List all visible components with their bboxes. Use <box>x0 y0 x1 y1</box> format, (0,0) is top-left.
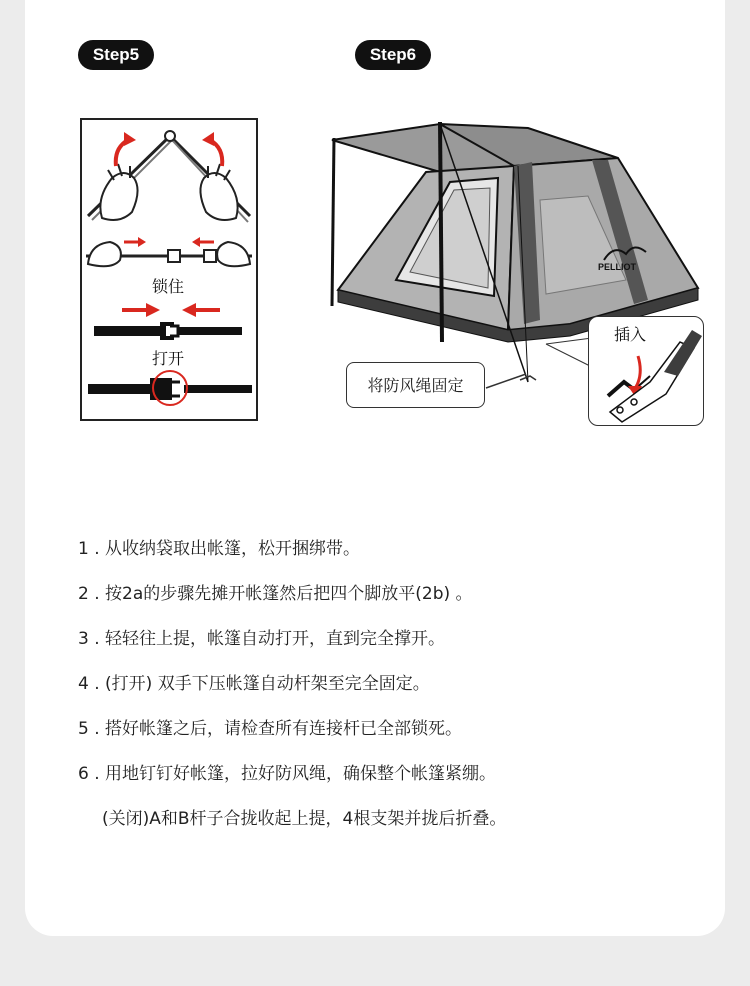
insert-label: 插入 <box>614 325 647 344</box>
instruction-item: 3 . 轻轻往上提，帐篷自动打开，直到完全撑开。 <box>78 629 446 649</box>
instruction-item: 2 . 按2a的步骤先摊开帐篷然后把四个脚放平(2b) 。 <box>78 584 473 604</box>
instruction-item: 4 . (打开) 双手下压帐篷自动杆架至完全固定。 <box>78 674 430 694</box>
instruction-item: 5 . 搭好帐篷之后，请检查所有连接杆已全部锁死。 <box>78 719 463 739</box>
hands-pulling-pole-illustration <box>80 230 258 270</box>
instruction-item: 6 . 用地钉钉好帐篷，拉好防风绳，确保整个帐篷紧绷。 <box>78 764 497 784</box>
open-connector-illustration <box>80 364 258 414</box>
step6-badge: Step6 <box>355 40 431 70</box>
lock-label: 锁住 <box>152 277 185 296</box>
guy-rope-callout: 将防风绳固定 <box>346 362 485 408</box>
locked-connector-illustration <box>80 300 258 344</box>
tent-brand-logo: PELLIOT <box>598 262 636 272</box>
instruction-list <box>78 532 718 847</box>
instruction-item-closing: (关闭)A和B杆子合拢收起上提，4根支架并拢后折叠。 <box>102 809 507 829</box>
step5-badge: Step5 <box>78 40 154 70</box>
instruction-item: 1 . 从收纳袋取出帐篷，松开捆绑带。 <box>78 539 361 559</box>
hands-lifting-pole-illustration <box>80 118 258 238</box>
stake-insert-illustration <box>588 316 704 426</box>
guy-rope-stake-illustration <box>484 360 544 390</box>
open-label: 打开 <box>152 349 185 368</box>
